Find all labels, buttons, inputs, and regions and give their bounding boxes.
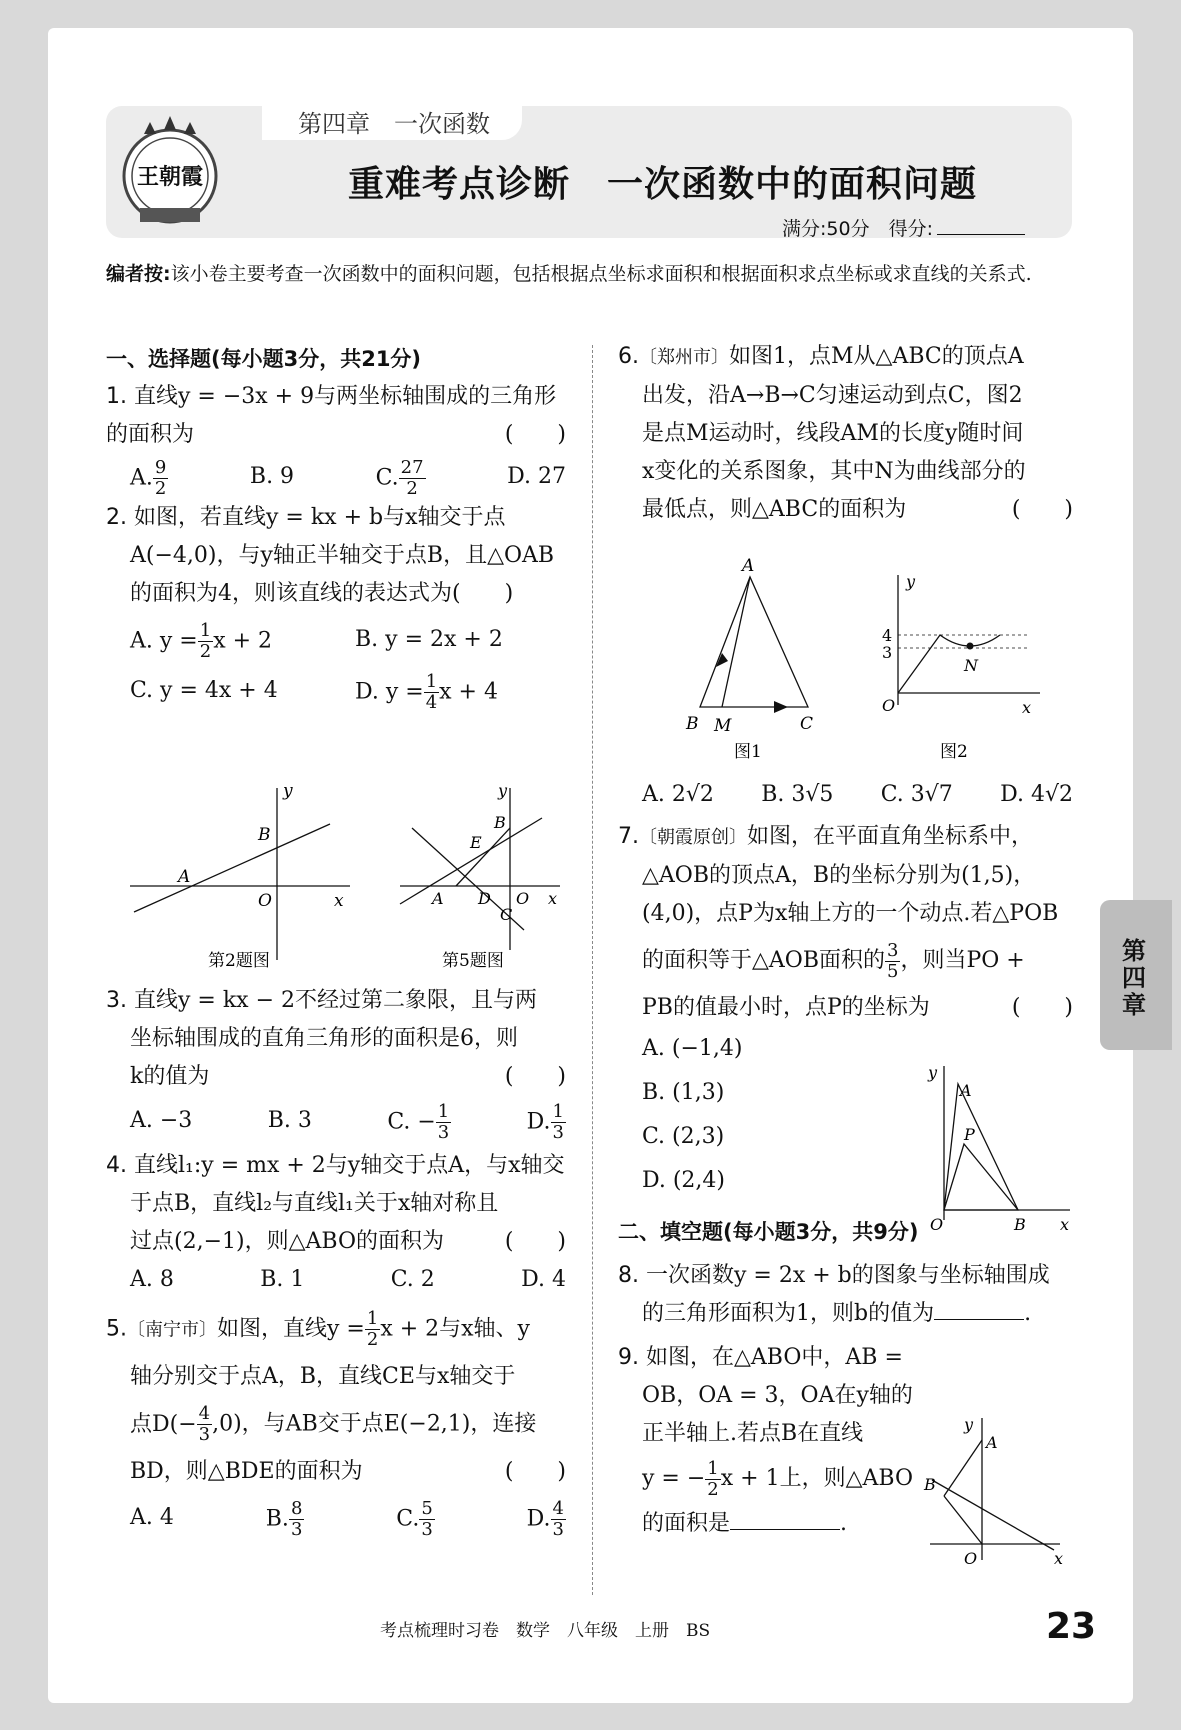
q4-option-c[interactable]: C. 2 xyxy=(390,1267,435,1292)
q1-c-frac xyxy=(399,458,426,499)
q4-options xyxy=(106,1261,566,1299)
fig5-caption: 第5题图 xyxy=(442,951,504,971)
fig6a-c-label: C xyxy=(800,714,814,734)
q6-option-c[interactable]: C. 3√7 xyxy=(880,782,953,807)
q5-text1a: 如图，直线y = xyxy=(217,1316,365,1342)
q9-text2: OB，OA = 3，OA在y轴的 xyxy=(642,1383,913,1408)
q7-text3: (4,0)，点P为x轴上方的一个动点.若△POB xyxy=(642,901,1059,926)
q5-frac1-den: 2 xyxy=(366,1329,379,1350)
q3-text2: 坐标轴围成的直角三角形的面积是6，则 xyxy=(130,1026,518,1051)
q2-d-num: 1 xyxy=(425,671,438,692)
fig2-o-label: O xyxy=(258,891,272,911)
q5-frac3-den: 3 xyxy=(198,1424,211,1445)
fig6a-arrow-bc xyxy=(774,701,788,713)
fig2-x-label: x xyxy=(334,891,344,911)
q6-text3: 是点M运动时，线段AM的长度y随时间 xyxy=(642,421,1024,446)
fig6b-n-label: N xyxy=(964,656,978,675)
q5-d-den: 3 xyxy=(552,1519,564,1540)
question-8: 8. 一次函数y = 2x + b的图象与坐标轴围成 的三角形面积为1，则b的值为 . xyxy=(618,1263,1050,1326)
q7-tag: 〔朝霞原创〕 xyxy=(639,827,747,848)
q7-num: 7. xyxy=(618,824,639,849)
q7-frac-num: 3 xyxy=(887,939,899,961)
question-4 xyxy=(106,1147,566,1299)
q2-a-pre: A. y = xyxy=(130,628,198,654)
fig6b-y-label: y xyxy=(906,572,916,591)
q2-text3: 的面积为4，则该直线的表达式为( ) xyxy=(130,581,514,606)
q5-text4: BD，则△BDE的面积为 xyxy=(130,1459,363,1484)
q7-option-d[interactable]: D. (2,4) xyxy=(642,1168,725,1193)
q2-text1: 如图，若直线y = kx + b与x轴交于点 xyxy=(134,505,506,530)
footer-text: 考点梳理时习卷 数学 八年级 上册 BS xyxy=(380,1621,711,1641)
q2-options-row1 xyxy=(106,621,566,662)
fig7-x-label: x xyxy=(1060,1215,1070,1233)
q5-b-num: 8 xyxy=(290,1498,303,1519)
q5-frac3-num: 4 xyxy=(198,1403,211,1424)
q5-frac1 xyxy=(365,1309,380,1350)
fig7-a-label: A xyxy=(960,1081,972,1100)
fig2-y-label: y xyxy=(283,781,293,801)
q5-tag: 〔南宁市〕 xyxy=(127,1319,217,1341)
fig6b-caption: 图2 xyxy=(940,742,968,762)
fig7-o-label: O xyxy=(930,1215,944,1233)
fig7-b-label: B xyxy=(1014,1215,1026,1233)
editor-note xyxy=(106,258,1076,290)
logo-seal xyxy=(110,112,230,230)
q3-c-frac xyxy=(436,1102,451,1143)
q8-text1: 一次函数y = 2x + b的图象与坐标轴围成 xyxy=(646,1263,1050,1288)
q7-text4a: 的面积等于△AOB面积的 xyxy=(642,948,886,973)
fig6b-x-label: x xyxy=(1022,698,1032,717)
fig7-p-label: P xyxy=(964,1125,975,1144)
q3-option-c[interactable] xyxy=(387,1102,451,1143)
q5-d-num: 4 xyxy=(552,1498,564,1519)
fig2-b-label: B xyxy=(258,825,271,845)
fig6a-segment-am xyxy=(722,577,750,707)
q3-answer-paren[interactable]: ( ) xyxy=(504,1064,566,1089)
q8-text2: 的三角形面积为1，则b的值为 xyxy=(642,1301,935,1326)
q1-options xyxy=(106,458,566,499)
fig5-b-label: B xyxy=(494,813,506,832)
q1-a-label: A. xyxy=(130,465,153,491)
q5-frac3 xyxy=(197,1404,212,1445)
q1-option-a[interactable] xyxy=(130,458,168,499)
q3-option-d[interactable] xyxy=(527,1102,566,1143)
q2-a-frac xyxy=(198,621,213,662)
fig6b-tick-4: 4 xyxy=(882,626,893,645)
section1-title: 一、选择题(每小题3分，共21分) xyxy=(106,347,422,371)
q2-d-pre: D. y = xyxy=(355,679,424,705)
q2-text2: A(−4,0)，与y轴正半轴交于点B，且△OAB xyxy=(130,543,555,568)
fig6b-tick-3: 3 xyxy=(882,643,893,662)
question-5 xyxy=(106,1309,566,1540)
question-1 xyxy=(106,378,566,499)
q1-c-num: 27 xyxy=(400,457,424,478)
q7-text1: 如图，在平面直角坐标系中， xyxy=(747,824,1034,849)
editor-note-label: 编者按: xyxy=(106,263,171,285)
q6-option-d[interactable]: D. 4√2 xyxy=(1000,782,1073,807)
q9-answer-blank[interactable] xyxy=(730,1529,840,1530)
logo-text: 王朝霞 xyxy=(136,164,204,190)
section2-title: 二、填空题(每小题3分，共9分) xyxy=(618,1220,919,1244)
q5-d-frac xyxy=(551,1499,566,1540)
side-tab-label: 第四章 xyxy=(1122,937,1146,1019)
fig5-o-label: O xyxy=(516,889,530,908)
q5-d-label: D. xyxy=(526,1506,551,1532)
fig9-x-label: x xyxy=(1054,1549,1064,1568)
fig6a-m-label: M xyxy=(714,716,732,736)
q3-text1: 直线y = kx − 2不经过第二象限，且与两 xyxy=(134,988,538,1013)
fig2-a-label: A xyxy=(178,867,191,887)
figure-q9 xyxy=(920,1410,1070,1575)
q9-text1: 如图，在△ABO中，AB = xyxy=(646,1345,903,1370)
q2-a-post: x + 2 xyxy=(213,628,273,654)
q5-text3a: 点D(− xyxy=(130,1411,197,1437)
q3-num: 3. xyxy=(106,988,127,1013)
fig5-y-label: y xyxy=(498,781,508,800)
chapter-label: 第四章 一次函数 xyxy=(298,110,490,138)
q6-text5: 最低点，则△ABC的面积为 xyxy=(642,497,907,522)
figure-q6-2 xyxy=(870,565,1050,765)
q5-frac1-num: 1 xyxy=(366,1308,379,1329)
q5-option-c[interactable] xyxy=(396,1499,435,1540)
q2-option-b[interactable]: B. y = 2x + 2 xyxy=(355,627,503,652)
q6-option-a[interactable]: A. 2√2 xyxy=(642,782,714,807)
fig9-segment-ob xyxy=(944,1496,982,1544)
column-divider xyxy=(592,345,593,1595)
q4-option-b[interactable]: B. 1 xyxy=(260,1267,305,1292)
q5-c-label: C. xyxy=(396,1506,420,1532)
fig9-b-label: B xyxy=(924,1475,936,1494)
figure-q6-1 xyxy=(670,555,840,765)
q7-frac-den: 5 xyxy=(887,960,899,982)
q5-c-num: 5 xyxy=(421,1498,433,1519)
right-column xyxy=(618,338,1073,529)
q9-frac xyxy=(705,1459,720,1500)
q8-num: 8. xyxy=(618,1263,639,1288)
q2-num: 2. xyxy=(106,505,127,530)
fig6b-curve xyxy=(898,635,1000,693)
q6-tag: 〔郑州市〕 xyxy=(639,347,729,368)
fig5-a-label: A xyxy=(432,889,444,908)
q2-d-den: 4 xyxy=(425,692,438,713)
q2-option-d[interactable] xyxy=(355,672,498,713)
q2-a-num: 1 xyxy=(199,620,212,641)
q1-num: 1. xyxy=(106,384,127,409)
q7-option-b[interactable]: B. (1,3) xyxy=(642,1080,725,1105)
q9-text5: 的面积是 xyxy=(642,1511,731,1536)
question-9: 9. 如图，在△ABO中，AB = OB，OA = 3，OA在y轴的 正半轴上.若点B在直线 y = − $\frac{1}{2}$ x + 1上，则△ABO 的面积是 . xyxy=(618,1345,913,1536)
q1-text: 直线y = −3x + 9与两坐标轴围成的三角形的面积为 xyxy=(106,384,557,447)
q3-text3: k的值为 xyxy=(130,1064,210,1089)
fig9-a-label: A xyxy=(986,1433,998,1452)
q5-answer-paren[interactable]: ( ) xyxy=(504,1459,566,1484)
q9-num: 9. xyxy=(618,1345,639,1370)
q3-d-den: 3 xyxy=(552,1122,564,1143)
q3-d-num: 1 xyxy=(552,1101,564,1122)
q6-option-b[interactable]: B. 3√5 xyxy=(761,782,834,807)
editor-note-text: 该小卷主要考查一次函数中的面积问题，包括根据点坐标求面积和根据面积求点坐标或求直线的关系式. xyxy=(170,263,1032,285)
q3-option-b[interactable]: B. 3 xyxy=(267,1108,312,1133)
q2-options-row2 xyxy=(106,672,566,713)
score-blank[interactable] xyxy=(937,234,1025,235)
fig9-y-label: y xyxy=(964,1415,974,1434)
q4-text2: 于点B，直线l₂与直线l₁关于x轴对称且 xyxy=(130,1191,499,1216)
left-column xyxy=(106,340,566,713)
q2-d-post: x + 4 xyxy=(439,679,498,705)
q5-text1b: x + 2与x轴、y xyxy=(380,1316,530,1342)
q4-option-a[interactable]: A. 8 xyxy=(130,1267,174,1292)
fig2-line-ab xyxy=(134,824,330,912)
q7-text5: PB的值最小时，点P的坐标为 xyxy=(642,995,930,1020)
fig6a-b-label: B xyxy=(686,714,699,734)
q1-option-c[interactable] xyxy=(376,458,426,499)
q9-frac-den: 2 xyxy=(707,1478,719,1500)
q1-option-b[interactable]: B. 9 xyxy=(249,464,295,489)
q3-d-label: D. xyxy=(526,1109,551,1135)
q4-answer-paren[interactable]: ( ) xyxy=(504,1229,566,1254)
fig9-o-label: O xyxy=(964,1549,978,1568)
q1-a-frac xyxy=(153,458,168,499)
score-line xyxy=(782,214,1025,241)
q5-num: 5. xyxy=(106,1316,127,1342)
q4-text1: 直线l₁:y = mx + 2与y轴交于点A，与x轴交 xyxy=(134,1153,565,1178)
fig5-x-label: x xyxy=(548,889,558,908)
fig5-e-label: E xyxy=(470,833,482,852)
q1-a-den: 2 xyxy=(154,478,167,499)
q5-text3b: ,0)，与AB交于点E(−2,1)，连接 xyxy=(212,1411,537,1437)
fig5-d-label: D xyxy=(478,889,491,908)
figure-q7 xyxy=(920,1058,1080,1233)
figure-q2 xyxy=(120,780,360,980)
fig6b-point-n xyxy=(967,643,974,650)
q5-text2: 轴分别交于点A，B，直线CE与x轴交于 xyxy=(130,1364,516,1389)
q5-b-frac xyxy=(289,1499,304,1540)
fig6b-o-label: O xyxy=(882,696,896,715)
score-label: 满分:50分 得分: xyxy=(782,218,933,240)
fig9-segment-ab xyxy=(944,1440,982,1496)
q6-options xyxy=(618,776,1073,814)
question-6 xyxy=(618,338,1073,529)
page-title: 重难考点诊断 一次函数中的面积问题 xyxy=(348,164,978,205)
q9-frac-num: 1 xyxy=(707,1457,719,1479)
q4-text3: 过点(2,−1)，则△ABO的面积为 xyxy=(130,1229,445,1254)
q9-text4a: y = − xyxy=(642,1466,706,1491)
q2-option-a[interactable] xyxy=(130,621,355,662)
q7-option-c[interactable]: C. (2,3) xyxy=(642,1124,725,1149)
q3-option-a[interactable]: A. −3 xyxy=(130,1108,193,1133)
q3-d-frac xyxy=(551,1102,566,1143)
q6-num: 6. xyxy=(618,344,639,369)
question-2 xyxy=(106,499,566,713)
fig7-path-pob xyxy=(944,1144,1018,1210)
q7-frac xyxy=(885,941,900,982)
q5-b-label: B. xyxy=(265,1506,289,1532)
fig7-triangle-aob xyxy=(944,1084,1018,1210)
fig2-caption: 第2题图 xyxy=(208,951,270,971)
fig5-c-label: C xyxy=(500,905,513,924)
q5-c-frac xyxy=(419,1499,434,1540)
fig6a-caption: 图1 xyxy=(734,742,762,762)
fig5-segment-bd xyxy=(456,828,510,886)
q6-text1: 如图1，点M从△ABC的顶点A xyxy=(729,344,1024,369)
q1-option-d[interactable]: D. 27 xyxy=(507,464,566,489)
q1-c-label: C. xyxy=(375,465,399,491)
q8-answer-blank[interactable] xyxy=(934,1319,1024,1320)
q2-option-c[interactable]: C. y = 4x + 4 xyxy=(130,678,278,703)
q3-options xyxy=(106,1102,566,1143)
q5-c-den: 3 xyxy=(421,1519,433,1540)
fig6a-a-label: A xyxy=(742,556,755,576)
q2-a-den: 2 xyxy=(199,641,212,662)
q7-text2: △AOB的顶点A，B的坐标分别为(1,5)， xyxy=(642,863,1036,888)
q5-option-b[interactable] xyxy=(266,1499,305,1540)
page-number: 23 xyxy=(1046,1606,1097,1647)
q5-options xyxy=(106,1499,566,1540)
q7-answer-paren[interactable]: ( ) xyxy=(1011,995,1073,1020)
q2-d-frac xyxy=(424,672,439,713)
q5-option-d[interactable] xyxy=(527,1499,566,1540)
q5-option-a[interactable]: A. 4 xyxy=(130,1505,174,1530)
q1-a-num: 9 xyxy=(154,457,167,478)
q1-answer-paren[interactable]: ( ) xyxy=(504,422,566,447)
q9-text3: 正半轴上.若点B在直线 xyxy=(642,1421,864,1446)
q3-c-den: 3 xyxy=(437,1122,450,1143)
question-3 xyxy=(106,982,566,1143)
q4-option-d[interactable]: D. 4 xyxy=(521,1267,566,1292)
figure-q5 xyxy=(390,780,570,980)
q7-option-a[interactable]: A. (−1,4) xyxy=(642,1036,743,1061)
q7-text4b: ，则当PO + xyxy=(900,948,1025,973)
q4-num: 4. xyxy=(106,1153,127,1178)
left-column-lower xyxy=(106,982,566,1540)
fig7-y-label: y xyxy=(928,1063,938,1082)
q3-c-num: 1 xyxy=(437,1101,450,1122)
q1-c-den: 2 xyxy=(406,478,418,499)
q3-c-label: C. − xyxy=(387,1109,436,1135)
fig9-line-b xyxy=(932,1480,1054,1550)
fig6a-triangle xyxy=(700,577,808,707)
q6-text4: x变化的关系图象，其中N为曲线部分的 xyxy=(642,459,1026,484)
q6-text2: 出发，沿A→B→C匀速运动到点C，图2 xyxy=(642,383,1023,408)
q6-answer-paren[interactable]: ( ) xyxy=(1011,497,1073,522)
q5-b-den: 3 xyxy=(290,1519,303,1540)
q9-text4b: x + 1上，则△ABO xyxy=(720,1466,913,1491)
